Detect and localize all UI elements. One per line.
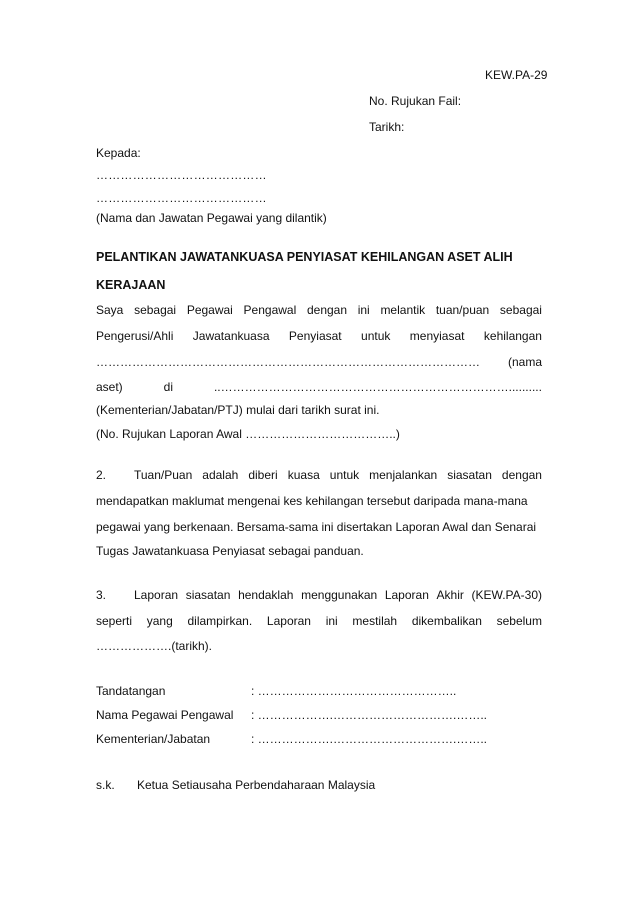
word: ini [325, 614, 338, 628]
word: Tuan/Puan [134, 468, 193, 482]
word: Jawatankuasa [192, 329, 270, 343]
word: seperti [96, 614, 133, 628]
date-label: Tarikh: [369, 120, 405, 134]
word: sebagai [134, 303, 177, 317]
para1-line-4 [96, 380, 542, 394]
officer-name-label: Nama Pegawai Pengawal [96, 708, 234, 722]
word: dengan [501, 468, 542, 482]
word: Penyiasat [288, 329, 342, 343]
word: kehilangan [483, 329, 542, 343]
para1-di: di [163, 380, 173, 394]
word: menyiasat [409, 329, 465, 343]
word: Laporan [384, 588, 429, 602]
recipient-dots-line-1: …………………………………… [96, 168, 267, 182]
recipient-name-note: (Nama dan Jawatan Pegawai yang dilantik) [96, 211, 327, 225]
recipient-dots-line-2: …………………………………… [96, 191, 267, 205]
para3-line-1 [96, 588, 542, 602]
word: sebagai [499, 303, 542, 317]
word: untuk [329, 468, 360, 482]
word: menjalankan [369, 468, 438, 482]
word: Pengerusi/Ahli [96, 329, 174, 343]
cc-recipient: Ketua Setiausaha Perbendaharaan Malaysia [137, 778, 376, 792]
para1-line-6: (No. Rujukan Laporan Awal ………………………………..) [96, 427, 400, 441]
para2-line-1-words [134, 468, 542, 482]
para2-line-1 [96, 468, 542, 482]
word: tuan/puan [435, 303, 490, 317]
to-label: Kepada: [96, 146, 141, 160]
para2-number: 2. [96, 468, 107, 482]
para1-nama: (nama [507, 355, 542, 369]
para1-line-1 [96, 303, 542, 317]
ministry-label: Kementerian/Jabatan [96, 732, 211, 746]
para1-dots: …………………………………………………………………………………… [96, 355, 480, 369]
word: Akhir [436, 588, 464, 602]
word: Laporan [134, 588, 179, 602]
word: Laporan [266, 614, 311, 628]
word: yang [146, 614, 173, 628]
reference-label: No. Rujukan Fail: [369, 94, 462, 108]
signature-value: : ………………………………………….. [251, 684, 457, 698]
para1-aset: aset) [96, 380, 123, 394]
para1-line-2 [96, 329, 542, 343]
word: mestilah [352, 614, 398, 628]
word: menggunakan [301, 588, 378, 602]
word: dengan [306, 303, 348, 317]
word: dilampirkan. [187, 614, 253, 628]
signature-label: Tandatangan [96, 684, 166, 698]
para2-line-3: pegawai yang berkenaan. Bersama-sama ini disertakan Laporan Awal dan Senarai [96, 520, 537, 534]
para3-line-1-words [134, 588, 542, 602]
para1-dots-2: ..……………………………………………………………….......... [213, 380, 542, 394]
word: siasatan [447, 468, 492, 482]
word: adalah [202, 468, 239, 482]
word: Saya [96, 303, 124, 317]
para3-line-3: ……………….(tarikh). [96, 639, 213, 653]
ministry-value: : ……………….………………………….…….. [251, 732, 488, 746]
word: kuasa [287, 468, 320, 482]
letter-title-line-1: PELANTIKAN JAWATANKUASA PENYIASAT KEHILANGAN ASET ALIH [96, 250, 513, 264]
word: Pengawal [243, 303, 297, 317]
word: untuk [361, 329, 391, 343]
form-code: KEW.PA-29 [485, 68, 548, 82]
word: Pegawai [186, 303, 233, 317]
officer-name-value: : ……………….………………………….…….. [251, 708, 488, 722]
cc-label: s.k. [96, 778, 115, 792]
word: (KEW.PA-30) [471, 588, 542, 602]
word: diberi [248, 468, 278, 482]
para1-line-3 [96, 355, 542, 369]
para3-line-2 [96, 614, 542, 628]
para2-line-2: mendapatkan maklumat mengenai kes kehilangan tersebut daripada mana-mana [96, 494, 528, 508]
word: hendaklah [238, 588, 294, 602]
word: sebelum [496, 614, 542, 628]
letter-title-line-2: KERAJAAN [96, 278, 166, 292]
word: ini [357, 303, 370, 317]
word: dikembalikan [411, 614, 482, 628]
word: siasatan [185, 588, 231, 602]
para1-line-5: (Kementerian/Jabatan/PTJ) mulai dari tarikh surat ini. [96, 403, 380, 417]
para2-line-4: Tugas Jawatankuasa Penyiasat sebagai panduan. [96, 544, 364, 558]
para3-number: 3. [96, 588, 107, 602]
word: melantik [380, 303, 426, 317]
